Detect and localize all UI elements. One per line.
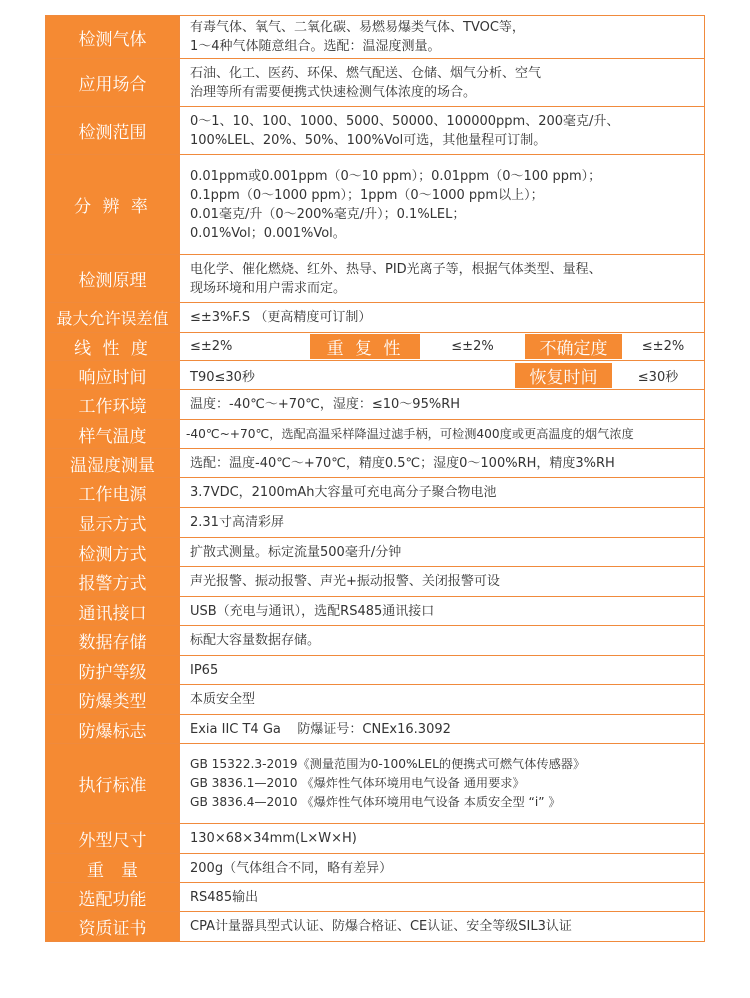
table-row bbox=[46, 854, 705, 883]
table-row bbox=[46, 744, 705, 824]
table-row bbox=[46, 824, 705, 854]
table-row bbox=[46, 685, 705, 715]
row-label: 线 性 度 bbox=[46, 333, 180, 361]
recovery-time-label: 恢复时间 bbox=[515, 363, 612, 388]
row-value: 温度：-40℃～+70℃，湿度：≤10～95%RH bbox=[180, 390, 705, 420]
table-row bbox=[46, 567, 705, 597]
row-value: Exia IIC T4 Ga 防爆证号：CNEx16.3092 bbox=[180, 715, 705, 744]
row-value bbox=[180, 16, 705, 59]
value-line: GB 3836.1—2010 《爆炸性气体环境用电气设备 通用要求》 bbox=[190, 776, 525, 790]
row-label: 最大允许误差值 bbox=[46, 303, 180, 333]
table-row bbox=[46, 255, 705, 303]
repeatability-value: ≤±2% bbox=[451, 339, 494, 354]
table-row bbox=[46, 656, 705, 685]
row-value bbox=[180, 59, 705, 107]
recovery-time-value: ≤30秒 bbox=[637, 369, 679, 385]
value-line: 0.1ppm（0～1000 ppm）；1ppm（0～1000 ppm以上）； bbox=[190, 187, 544, 203]
row-label: 数据存储 bbox=[46, 626, 180, 656]
row-value: RS485输出 bbox=[180, 883, 705, 912]
row-label: 检测范围 bbox=[46, 107, 180, 155]
row-value bbox=[180, 255, 705, 303]
table-row bbox=[46, 626, 705, 656]
row-label: 防爆类型 bbox=[46, 685, 180, 715]
table-row bbox=[46, 303, 705, 333]
row-label: 防爆标志 bbox=[46, 715, 180, 744]
row-label: 样气温度 bbox=[46, 420, 180, 449]
row-value bbox=[180, 107, 705, 155]
row-label: 外型尺寸 bbox=[46, 824, 180, 854]
spec-table bbox=[45, 15, 705, 942]
value-line: 0～1、10、100、1000、5000、50000、100000ppm、200毫克/升、 bbox=[190, 113, 620, 129]
value-line: 0.01%Vol；0.001%Vol。 bbox=[190, 225, 346, 241]
row-label: 检测气体 bbox=[46, 16, 180, 59]
value-line: 电化学、催化燃烧、红外、热导、PID光离子等，根据气体类型、量程、 bbox=[190, 261, 602, 277]
row-value: CPA计量器具型式认证、防爆合格证、CE认证、安全等级SIL3认证 bbox=[180, 912, 705, 942]
linearity-value: ≤±2% bbox=[190, 339, 233, 354]
value-line: 石油、化工、医药、环保、燃气配送、仓储、烟气分析、空气 bbox=[190, 65, 542, 81]
row-label: 工作电源 bbox=[46, 478, 180, 508]
table-row bbox=[46, 478, 705, 508]
value-line: 现场环境和用户需求而定。 bbox=[190, 280, 347, 296]
repeatability-label: 重 复 性 bbox=[310, 334, 420, 359]
row-value bbox=[180, 155, 705, 255]
row-label: 检测原理 bbox=[46, 255, 180, 303]
row-label: 选配功能 bbox=[46, 883, 180, 912]
value-line: 治理等所有需要便携式快速检测气体浓度的场合。 bbox=[190, 84, 477, 100]
table-row bbox=[46, 107, 705, 155]
table-row bbox=[46, 508, 705, 538]
table-row bbox=[46, 883, 705, 912]
row-label: 报警方式 bbox=[46, 567, 180, 597]
value-line: 0.01ppm或0.001ppm（0～10 ppm）；0.01ppm（0～100 ppm）； bbox=[190, 168, 602, 184]
row-value-group bbox=[180, 361, 705, 390]
row-label: 执行标准 bbox=[46, 744, 180, 824]
row-value: USB（充电与通讯），选配RS485通讯接口 bbox=[180, 597, 705, 626]
row-label: 温湿度测量 bbox=[46, 449, 180, 478]
row-label: 显示方式 bbox=[46, 508, 180, 538]
row-value: 3.7VDC，2100mAh大容量可充电高分子聚合物电池 bbox=[180, 478, 705, 508]
response-time-value: T90≤30秒 bbox=[190, 369, 255, 385]
table-row bbox=[46, 912, 705, 942]
row-label: 检测方式 bbox=[46, 538, 180, 567]
table-row bbox=[46, 715, 705, 744]
row-value: 本质安全型 bbox=[180, 685, 705, 715]
row-value: 标配大容量数据存储。 bbox=[180, 626, 705, 656]
table-row bbox=[46, 449, 705, 478]
row-value: 选配：温度-40℃～+70℃，精度0.5℃；湿度0～100%RH，精度3%RH bbox=[180, 449, 705, 478]
row-value: ≤±3%F.S （更高精度可订制） bbox=[180, 303, 705, 333]
row-value: 扩散式测量。标定流量500毫升/分钟 bbox=[180, 538, 705, 567]
table-row bbox=[46, 16, 705, 59]
row-label: 分 辨 率 bbox=[46, 155, 180, 255]
row-value: 2.31寸高清彩屏 bbox=[180, 508, 705, 538]
table-row bbox=[46, 361, 705, 390]
value-line: 有毒气体、氧气、二氧化碳、易燃易爆类气体、TVOC等， bbox=[190, 20, 525, 35]
uncertainty-label: 不确定度 bbox=[525, 334, 622, 359]
row-label: 防护等级 bbox=[46, 656, 180, 685]
table-row bbox=[46, 333, 705, 361]
row-label: 重 量 bbox=[46, 854, 180, 883]
value-line: 0.01毫克/升（0～200%毫克/升）；0.1%LEL； bbox=[190, 206, 466, 222]
row-label: 通讯接口 bbox=[46, 597, 180, 626]
table-row bbox=[46, 597, 705, 626]
value-line: 100%LEL、20%、50%、100%Vol可选，其他量程可订制。 bbox=[190, 132, 547, 148]
row-label: 工作环境 bbox=[46, 390, 180, 420]
value-line: GB 15322.3-2019《测量范围为0-100%LEL的便携式可燃气体传感器》 bbox=[190, 757, 586, 771]
row-value: -40℃~+70℃，选配高温采样降温过滤手柄，可检测400度或更高温度的烟气浓度 bbox=[180, 420, 705, 449]
table-row bbox=[46, 390, 705, 420]
value-line: GB 3836.4—2010 《爆炸性气体环境用电气设备 本质安全型 “i” 》 bbox=[190, 795, 561, 809]
uncertainty-value: ≤±2% bbox=[641, 339, 685, 354]
row-label: 资质证书 bbox=[46, 912, 180, 942]
row-label: 应用场合 bbox=[46, 59, 180, 107]
row-value: 200g（气体组合不同，略有差异） bbox=[180, 854, 705, 883]
row-value bbox=[180, 744, 705, 824]
table-row bbox=[46, 155, 705, 255]
row-value: 130×68×34mm(L×W×H) bbox=[180, 824, 705, 854]
row-value: 声光报警、振动报警、声光+振动报警、关闭报警可设 bbox=[180, 567, 705, 597]
table-row bbox=[46, 59, 705, 107]
table-row bbox=[46, 538, 705, 567]
row-value: IP65 bbox=[180, 656, 705, 685]
value-line: 1～4种气体随意组合。选配：温湿度测量。 bbox=[190, 39, 441, 54]
row-value-group bbox=[180, 333, 705, 361]
table-row bbox=[46, 420, 705, 449]
row-label: 响应时间 bbox=[46, 361, 180, 390]
